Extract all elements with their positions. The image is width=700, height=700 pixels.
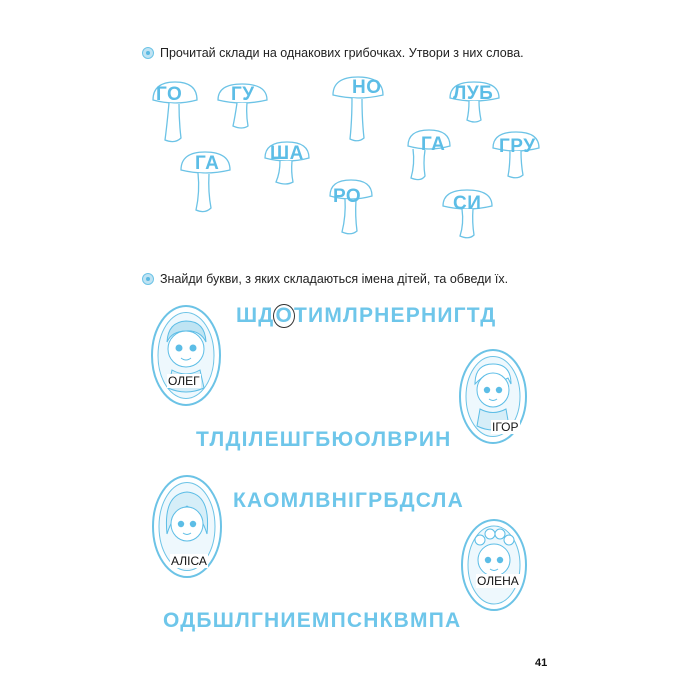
circled-letter[interactable]: О bbox=[275, 304, 294, 327]
letter-row-1-end: ТИМЛРНЕРНИГТД bbox=[294, 304, 497, 327]
mushroom-syllable: ГУ bbox=[231, 84, 255, 105]
mushroom-syllable: НО bbox=[352, 77, 382, 98]
mushroom-syllable: ГО bbox=[156, 84, 183, 105]
boy-portrait-icon bbox=[150, 304, 222, 407]
mushroom-7 bbox=[405, 128, 453, 186]
letter-row-3[interactable]: КАОМЛВНІГРБДСЛА bbox=[233, 489, 464, 512]
portrait-oleh bbox=[150, 304, 222, 407]
bullet-icon bbox=[142, 47, 154, 59]
child-name-label: ОЛЕГ bbox=[168, 374, 200, 388]
mushroom-9 bbox=[327, 178, 375, 240]
mushroom-4 bbox=[447, 80, 502, 130]
child-name-label: АЛІСА bbox=[171, 554, 207, 568]
task2-text: Знайди букви, з яких складаються імена дітей, та обведи їх. bbox=[160, 272, 509, 286]
letter-row-1-start: ШД bbox=[236, 304, 275, 327]
page-number: 41 bbox=[535, 657, 548, 669]
mushroom-syllable: ГА bbox=[195, 153, 220, 174]
letter-row-2[interactable]: ТЛДІЛЕШГБЮОЛВРИН bbox=[196, 428, 452, 451]
bullet-icon bbox=[142, 273, 154, 285]
mushroom-6 bbox=[262, 140, 312, 190]
child-name-label: ОЛЕНА bbox=[477, 574, 519, 588]
child-name-label: ІГОР bbox=[492, 420, 519, 434]
task2-instruction bbox=[142, 272, 508, 286]
task1-instruction bbox=[142, 46, 524, 60]
mushroom-2 bbox=[215, 82, 270, 137]
task1-text: Прочитай склади на однакових грибочках. Утвори з них слова. bbox=[160, 46, 524, 60]
mushroom-3 bbox=[330, 75, 385, 150]
mushroom-syllable: СИ bbox=[453, 193, 482, 214]
mushroom-10 bbox=[440, 188, 495, 243]
portrait-ihor bbox=[458, 348, 528, 445]
mushroom-syllable: ЛУБ bbox=[453, 83, 494, 104]
mushroom-8 bbox=[490, 130, 542, 185]
mushroom-syllable: РО bbox=[333, 186, 362, 207]
letter-row-4[interactable]: ОДБШЛГНИЕМПСНКВМПА bbox=[163, 609, 462, 632]
mushroom-syllable: ША bbox=[270, 143, 304, 164]
mushroom-5 bbox=[178, 150, 233, 218]
mushroom-syllable: ГА bbox=[421, 134, 446, 155]
mushroom-syllable: ГРУ bbox=[499, 136, 536, 157]
portrait-alisa bbox=[151, 474, 223, 579]
mushroom-1 bbox=[150, 80, 200, 160]
girl-portrait-icon bbox=[460, 518, 528, 612]
letter-row-1 bbox=[236, 304, 496, 328]
portrait-olena bbox=[460, 518, 528, 612]
